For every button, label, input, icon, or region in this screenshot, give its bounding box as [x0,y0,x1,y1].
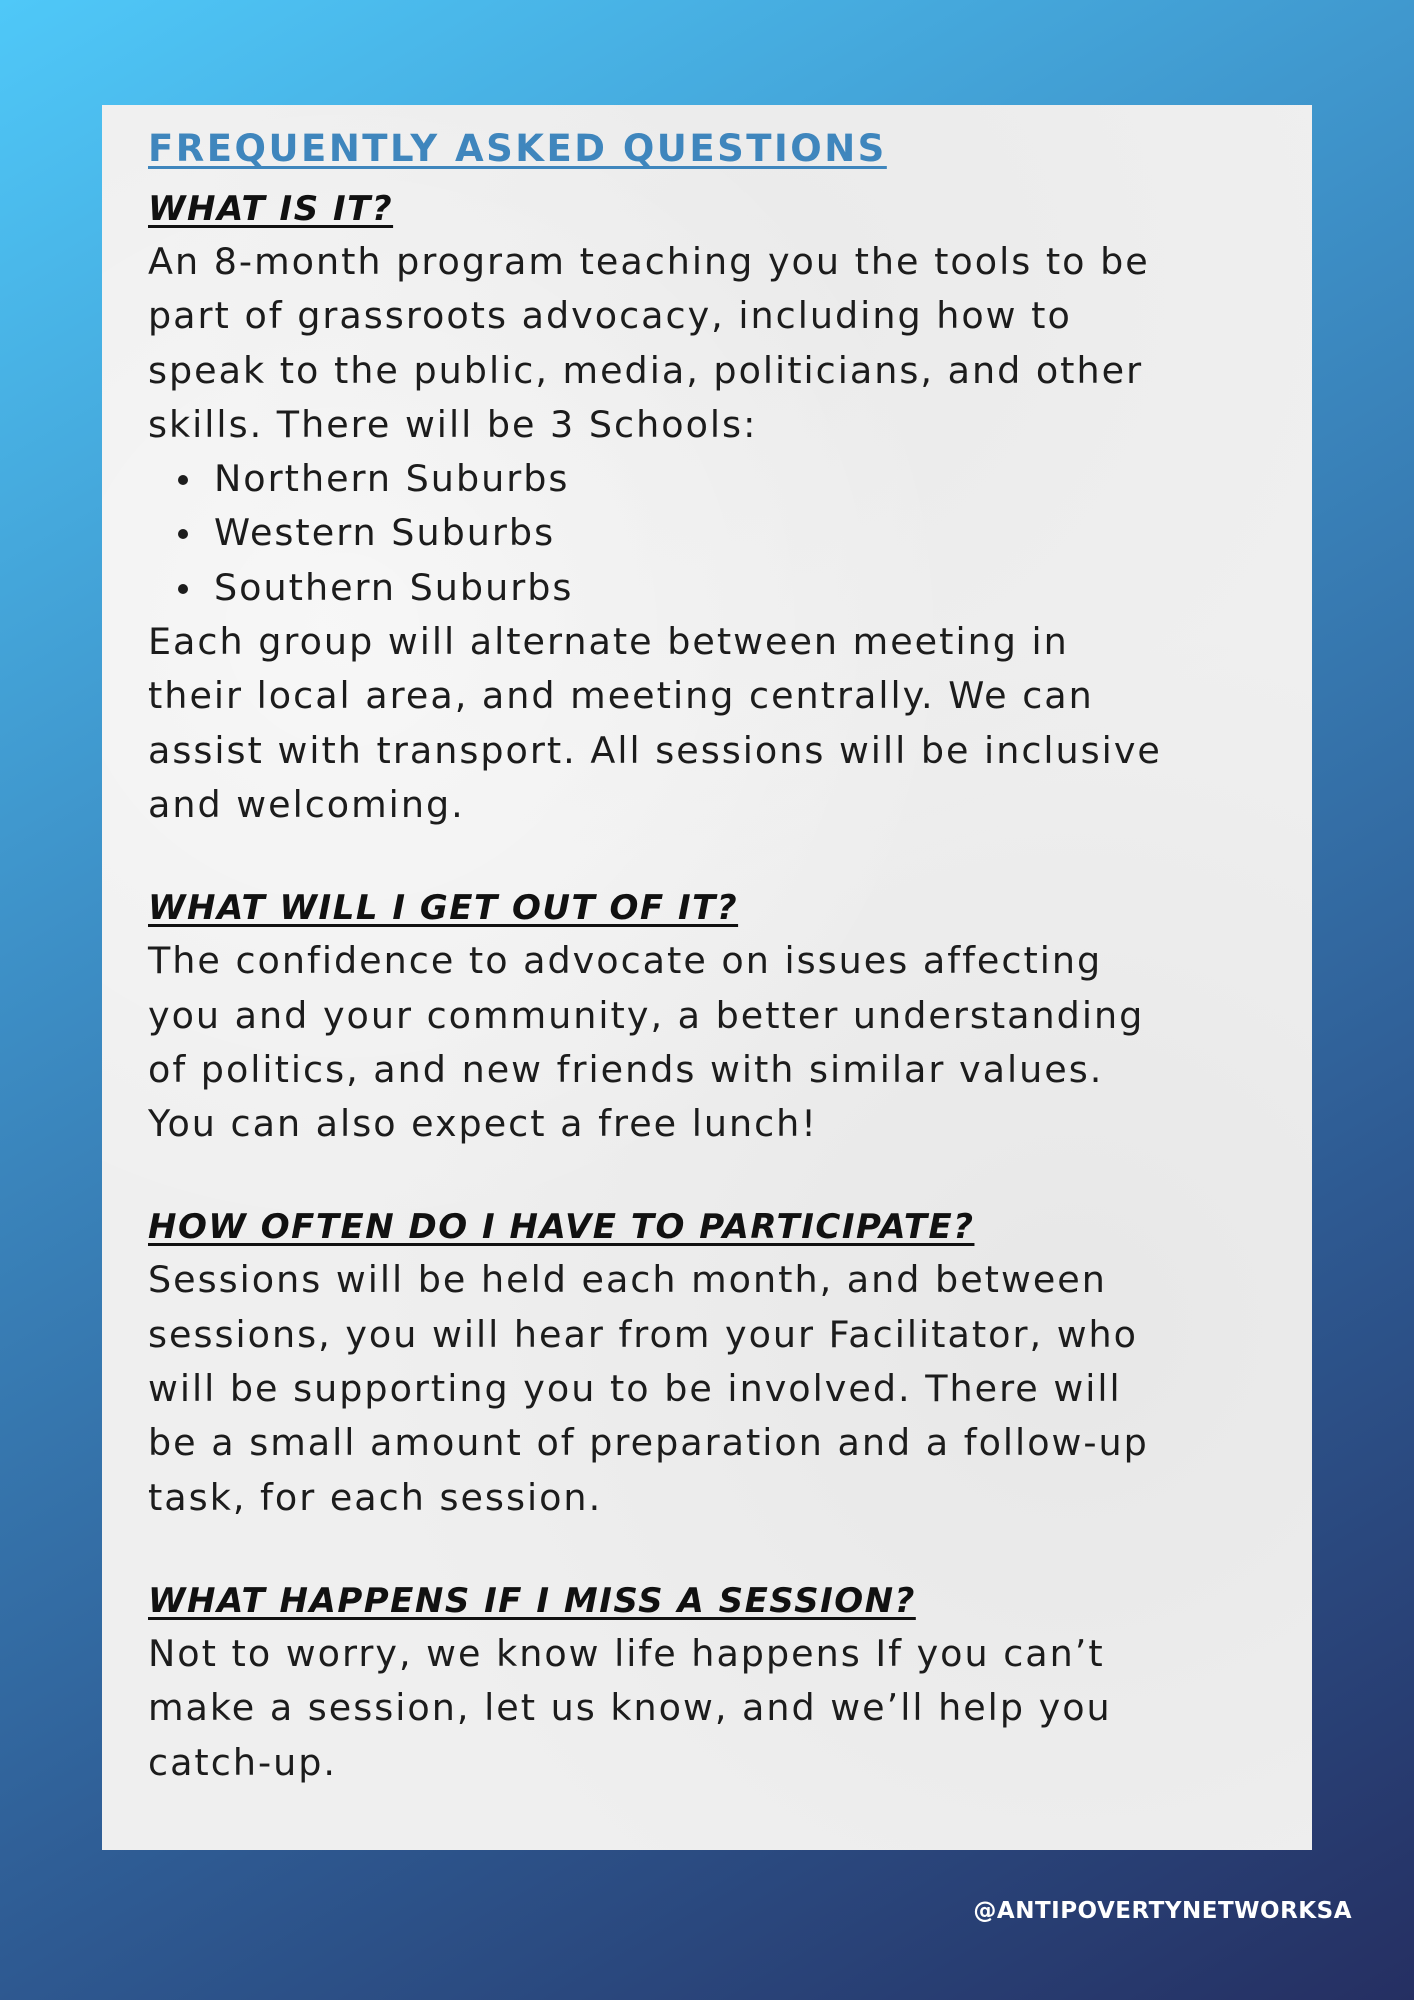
faq-question: WHAT WILL I GET OUT OF IT? [148,888,739,929]
faq-answer-line: skills. There will be 3 Schools: [148,402,758,446]
faq-answer-line: make a session, let us know, and we’ll help you [148,1686,1112,1730]
faq-section-benefits [148,882,1272,1151]
bullet-icon [178,529,188,539]
faq-section-what-is-it [148,183,1272,832]
list-item [178,561,1272,615]
faq-answer-line: speak to the public, media, politicians, and other [148,348,1144,392]
faq-question: WHAT HAPPENS IF I MISS A SESSION? [148,1580,916,1621]
schools-list [148,452,1272,615]
faq-section-frequency [148,1201,1272,1524]
faq-answer-line: will be supporting you to be involved. There will [148,1367,1122,1411]
faq-answer-line: Each group will alternate between meeting in [148,620,1069,664]
faq-answer-line: assist with transport. All sessions will be inclusive [148,728,1162,772]
faq-answer-line: An 8-month program teaching you the tools to be [148,240,1150,283]
social-handle: @ANTIPOVERTYNETWORKSA [973,1898,1352,1924]
faq-answer-line: The confidence to advocate on issues affecting [148,939,1103,983]
faq-answer-line: part of grassroots advocacy, including how to [148,294,1072,338]
faq-answer-line: Sessions will be held each month, and between [148,1258,1107,1302]
section-spacer [148,832,1272,882]
section-spacer [148,1151,1272,1201]
faq-question: WHAT IS IT? [148,189,394,229]
faq-answer-line: and welcoming. [148,782,465,826]
faq-section-missed-session [148,1575,1272,1790]
section-spacer [148,1525,1272,1575]
faq-answer-line: You can also expect a free lunch! [148,1102,818,1146]
bullet-icon [178,584,188,594]
page-title: FREQUENTLY ASKED QUESTIONS [148,127,887,170]
list-item-label: Western Suburbs [214,511,556,555]
list-item-label: Northern Suburbs [214,457,570,501]
faq-card [102,105,1312,1850]
faq-answer-line: their local area, and meeting centrally. We can [148,674,1094,718]
faq-answer-line: Not to worry, we know life happens If you can’t [148,1631,1105,1675]
faq-answer-line: you and your community, a better understanding [148,993,1145,1037]
list-item [178,452,1272,506]
bullet-icon [178,475,188,485]
faq-answer-line: of politics, and new friends with similar values. [148,1047,1104,1091]
faq-answer-line: be a small amount of preparation and a follow-up [148,1421,1149,1465]
faq-question: HOW OFTEN DO I HAVE TO PARTICIPATE? [148,1207,975,1248]
list-item-label: Southern Suburbs [214,565,574,609]
faq-answer-line: catch-up. [148,1740,338,1784]
faq-answer-line: task, for each session. [148,1475,603,1519]
faq-answer-line: sessions, you will hear from your Facilitator, who [148,1312,1139,1356]
list-item [178,506,1272,560]
